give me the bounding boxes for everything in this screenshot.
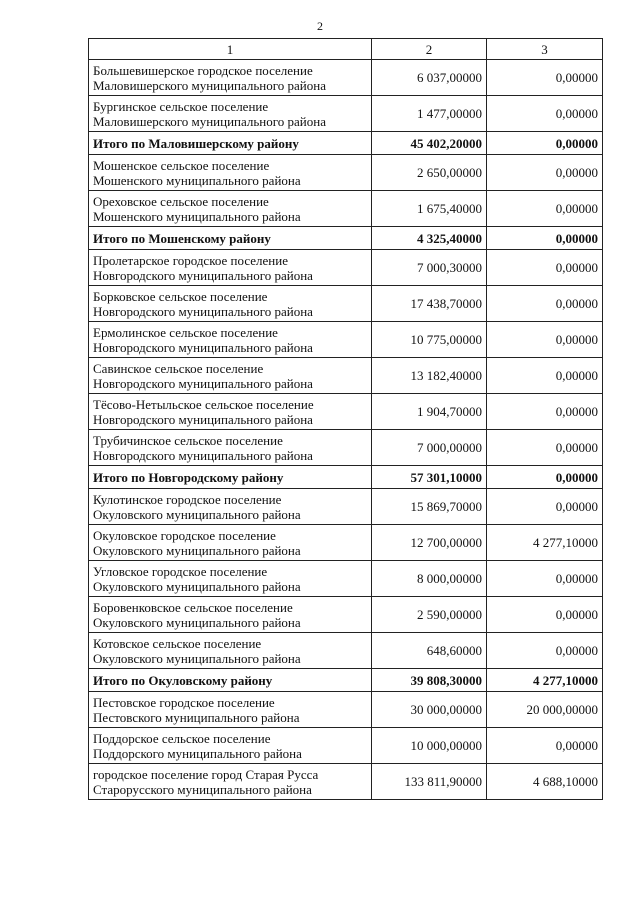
settlement-name: Большевишерское городское поселение	[93, 62, 313, 78]
table-row	[89, 60, 603, 96]
settlement-name: Пролетарское городское поселение	[93, 252, 288, 268]
settlement-name: городское поселение город Старая Русса	[93, 766, 319, 782]
district-name: Маловишерского муниципального района	[93, 77, 326, 93]
amount-column-2: 17 438,70000	[372, 286, 487, 322]
amount-column-2: 1 904,70000	[372, 394, 487, 430]
settlement-name-cell	[89, 250, 372, 286]
settlement-name-cell	[89, 322, 372, 358]
settlement-name-cell	[89, 764, 372, 800]
district-name: Окуловского муниципального района	[93, 542, 301, 558]
district-name: Новгородского муниципального района	[93, 375, 313, 391]
table-row	[89, 96, 603, 132]
amount-column-2: 6 037,00000	[372, 60, 487, 96]
amount-column-2: 7 000,00000	[372, 430, 487, 466]
settlement-name-cell	[89, 633, 372, 669]
settlement-name-cell	[89, 358, 372, 394]
district-name: Поддорского муниципального района	[93, 745, 302, 761]
amount-column-3: 0,00000	[487, 227, 603, 250]
amount-column-2: 12 700,00000	[372, 525, 487, 561]
settlement-name: Борковское сельское поселение	[93, 288, 268, 304]
amount-column-3: 0,00000	[487, 155, 603, 191]
settlement-name: Савинское сельское поселение	[93, 360, 264, 376]
table-row	[89, 286, 603, 322]
budget-table	[88, 38, 603, 800]
district-name: Пестовского муниципального района	[93, 709, 300, 725]
amount-column-2: 1 675,40000	[372, 191, 487, 227]
settlement-name: Кулотинское городское поселение	[93, 491, 282, 507]
total-row	[89, 466, 603, 489]
district-name: Окуловского муниципального района	[93, 578, 301, 594]
settlement-name-cell	[89, 692, 372, 728]
table-row	[89, 633, 603, 669]
amount-column-3: 4 688,10000	[487, 764, 603, 800]
settlement-name: Котовское сельское поселение	[93, 635, 262, 651]
amount-column-2: 7 000,30000	[372, 250, 487, 286]
amount-column-3: 0,00000	[487, 250, 603, 286]
amount-column-2: 10 000,00000	[372, 728, 487, 764]
settlement-name-cell	[89, 489, 372, 525]
amount-column-2: 2 590,00000	[372, 597, 487, 633]
amount-column-3: 0,00000	[487, 489, 603, 525]
settlement-name-cell	[89, 227, 372, 250]
amount-column-2: 45 402,20000	[372, 132, 487, 155]
amount-column-3: 4 277,10000	[487, 525, 603, 561]
table-row	[89, 525, 603, 561]
settlement-name-cell	[89, 96, 372, 132]
table-row	[89, 191, 603, 227]
district-name: Новгородского муниципального района	[93, 267, 313, 283]
settlement-name-cell	[89, 525, 372, 561]
settlement-name-cell	[89, 394, 372, 430]
settlement-name-cell	[89, 430, 372, 466]
table-body	[89, 39, 603, 800]
amount-column-2: 39 808,30000	[372, 669, 487, 692]
amount-column-2: 1 477,00000	[372, 96, 487, 132]
district-name: Новгородского муниципального района	[93, 339, 313, 355]
total-label: Итого по Мошенскому району	[93, 230, 271, 246]
table-row	[89, 430, 603, 466]
settlement-name: Тёсово-Нетыльское сельское поселение	[93, 396, 314, 412]
total-label: Итого по Маловишерскому району	[93, 135, 299, 151]
amount-column-3: 0,00000	[487, 60, 603, 96]
amount-column-2: 10 775,00000	[372, 322, 487, 358]
amount-column-3: 0,00000	[487, 394, 603, 430]
district-name: Окуловского муниципального района	[93, 506, 301, 522]
table-row	[89, 728, 603, 764]
amount-column-2: 133 811,90000	[372, 764, 487, 800]
settlement-name-cell	[89, 597, 372, 633]
amount-column-2: 4 325,40000	[372, 227, 487, 250]
district-name: Новгородского муниципального района	[93, 447, 313, 463]
amount-column-3: 0,00000	[487, 728, 603, 764]
settlement-name: Трубичинское сельское поселение	[93, 432, 283, 448]
table-row	[89, 597, 603, 633]
amount-column-2: 2 650,00000	[372, 155, 487, 191]
page-number: 2	[317, 19, 323, 33]
district-name: Мошенского муниципального района	[93, 172, 301, 188]
settlement-name-cell	[89, 466, 372, 489]
amount-column-3: 20 000,00000	[487, 692, 603, 728]
settlement-name-cell	[89, 132, 372, 155]
total-row	[89, 132, 603, 155]
column-number-row	[89, 39, 603, 60]
amount-column-2: 8 000,00000	[372, 561, 487, 597]
settlement-name: Боровенковское сельское поселение	[93, 599, 293, 615]
amount-column-3: 0,00000	[487, 191, 603, 227]
total-label: Итого по Новгородскому району	[93, 469, 284, 485]
settlement-name-cell	[89, 669, 372, 692]
column-number-3: 3	[487, 39, 603, 60]
table-row	[89, 561, 603, 597]
amount-column-3: 0,00000	[487, 358, 603, 394]
table-row	[89, 250, 603, 286]
amount-column-3: 0,00000	[487, 466, 603, 489]
column-number-1: 1	[89, 39, 372, 60]
amount-column-3: 0,00000	[487, 633, 603, 669]
amount-column-2: 13 182,40000	[372, 358, 487, 394]
settlement-name: Ермолинское сельское поселение	[93, 324, 278, 340]
district-name: Мошенского муниципального района	[93, 208, 301, 224]
total-label: Итого по Окуловскому району	[93, 672, 273, 688]
amount-column-3: 0,00000	[487, 132, 603, 155]
settlement-name: Пестовское городское поселение	[93, 694, 275, 710]
settlement-name: Поддорское сельское поселение	[93, 730, 271, 746]
district-name: Старорусского муниципального района	[93, 781, 312, 797]
settlement-name-cell	[89, 728, 372, 764]
settlement-name-cell	[89, 191, 372, 227]
district-name: Окуловского муниципального района	[93, 650, 301, 666]
amount-column-3: 0,00000	[487, 96, 603, 132]
total-row	[89, 227, 603, 250]
amount-column-2: 30 000,00000	[372, 692, 487, 728]
amount-column-3: 0,00000	[487, 286, 603, 322]
settlement-name: Окуловское городское поселение	[93, 527, 276, 543]
amount-column-2: 15 869,70000	[372, 489, 487, 525]
amount-column-3: 0,00000	[487, 430, 603, 466]
settlement-name: Ореховское сельское поселение	[93, 193, 269, 209]
settlement-name-cell	[89, 60, 372, 96]
amount-column-3: 4 277,10000	[487, 669, 603, 692]
table-row	[89, 322, 603, 358]
settlement-name: Мошенское сельское поселение	[93, 157, 270, 173]
district-name: Новгородского муниципального района	[93, 303, 313, 319]
amount-column-2: 57 301,10000	[372, 466, 487, 489]
district-name: Новгородского муниципального района	[93, 411, 313, 427]
district-name: Окуловского муниципального района	[93, 614, 301, 630]
column-number-2: 2	[372, 39, 487, 60]
total-row	[89, 669, 603, 692]
table-row	[89, 155, 603, 191]
settlement-name-cell	[89, 155, 372, 191]
settlement-name: Бургинское сельское поселение	[93, 98, 269, 114]
amount-column-3: 0,00000	[487, 322, 603, 358]
table-row	[89, 394, 603, 430]
amount-column-3: 0,00000	[487, 597, 603, 633]
settlement-name-cell	[89, 286, 372, 322]
table-row	[89, 489, 603, 525]
table-row	[89, 358, 603, 394]
settlement-name-cell	[89, 561, 372, 597]
settlement-name: Угловское городское поселение	[93, 563, 268, 579]
amount-column-2: 648,60000	[372, 633, 487, 669]
district-name: Маловишерского муниципального района	[93, 113, 326, 129]
table-row	[89, 692, 603, 728]
table-row	[89, 764, 603, 800]
amount-column-3: 0,00000	[487, 561, 603, 597]
